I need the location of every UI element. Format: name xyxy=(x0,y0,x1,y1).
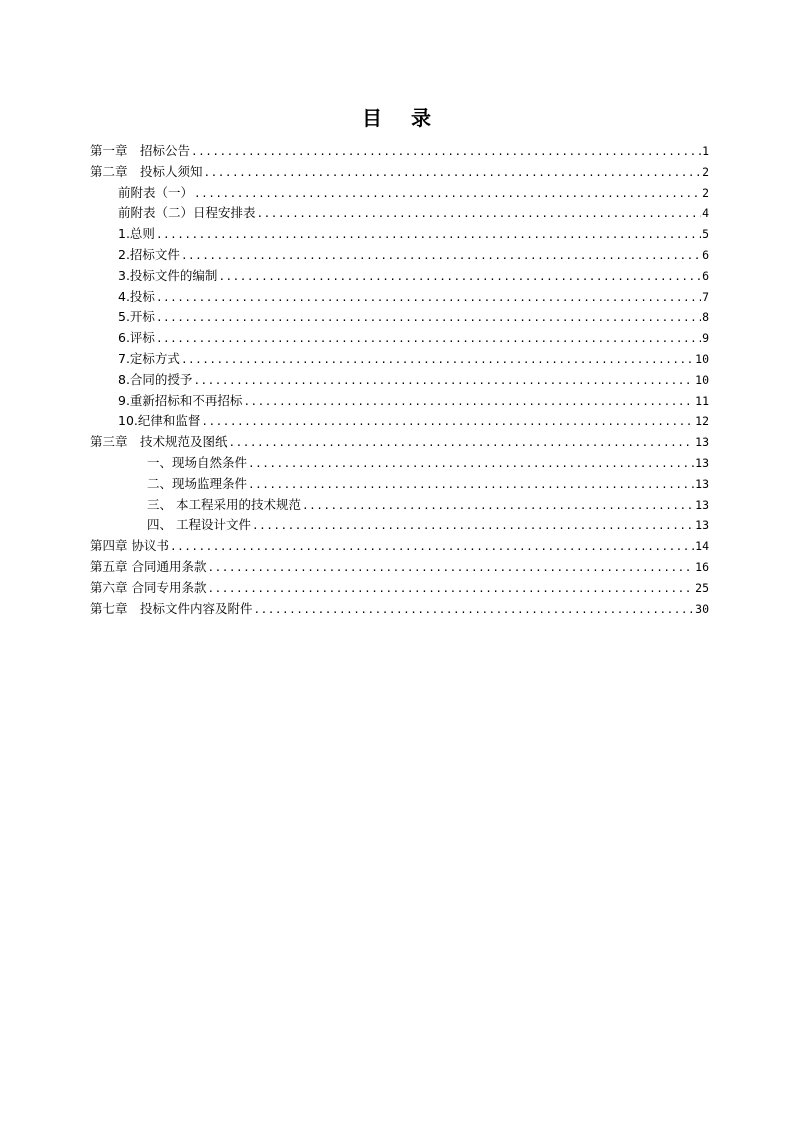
toc-entry-page: 10 xyxy=(695,372,709,387)
toc-entry-label: 5.开标 xyxy=(118,309,155,325)
toc-title xyxy=(0,104,794,132)
toc-leader-dots xyxy=(181,350,694,370)
toc-entry-page: 2 xyxy=(702,164,709,179)
toc-entry[interactable] xyxy=(90,287,709,308)
toc-entry-page: 9 xyxy=(702,331,709,346)
toc-title-char-2: 录 xyxy=(411,106,432,130)
toc-entry-label: 8.合同的授予 xyxy=(118,371,193,387)
table-of-contents xyxy=(90,141,709,619)
toc-entry-page: 7 xyxy=(702,289,709,304)
toc-entry[interactable] xyxy=(90,370,709,391)
toc-leader-dots xyxy=(243,392,694,412)
toc-leader-dots xyxy=(207,558,694,578)
toc-entry[interactable] xyxy=(90,453,709,474)
toc-entry[interactable] xyxy=(90,141,709,162)
toc-entry[interactable] xyxy=(90,557,709,578)
toc-entry[interactable] xyxy=(90,203,709,224)
toc-leader-dots xyxy=(201,412,694,432)
toc-leader-dots xyxy=(191,142,701,162)
toc-entry[interactable] xyxy=(90,391,709,412)
toc-entry-page: 1 xyxy=(702,144,709,158)
toc-leader-dots xyxy=(254,600,695,620)
toc-entry-page: 13 xyxy=(695,497,709,512)
toc-leader-dots xyxy=(229,433,695,453)
toc-entry[interactable] xyxy=(90,411,709,432)
toc-entry-page: 11 xyxy=(695,393,709,408)
toc-entry-label: 9.重新招标和不再招标 xyxy=(118,392,243,408)
toc-entry-page: 4 xyxy=(702,206,709,221)
toc-entry-label: 三、 本工程采用的技术规范 xyxy=(147,496,301,512)
toc-leader-dots xyxy=(156,225,701,245)
toc-entry-page: 13 xyxy=(695,455,709,470)
toc-leader-dots xyxy=(248,454,694,474)
toc-entry-label: 第四章 协议书 xyxy=(90,538,169,554)
toc-entry-label: 前附表（一） xyxy=(118,184,194,200)
toc-entry-page: 10 xyxy=(695,351,709,366)
toc-entry-label: 一、现场自然条件 xyxy=(147,454,248,470)
toc-entry[interactable] xyxy=(90,328,709,349)
toc-entry[interactable] xyxy=(90,578,709,599)
toc-entry[interactable] xyxy=(90,245,709,266)
toc-leader-dots xyxy=(156,308,701,328)
toc-entry-page: 8 xyxy=(702,310,709,325)
toc-leader-dots xyxy=(194,184,701,204)
toc-entry-page: 25 xyxy=(695,580,709,595)
toc-leader-dots xyxy=(248,475,694,495)
toc-entry-label: 2.招标文件 xyxy=(118,246,180,262)
toc-leader-dots xyxy=(170,537,694,557)
toc-entry-label: 4.投标 xyxy=(118,288,155,304)
toc-entry-page: 5 xyxy=(702,227,709,242)
toc-entry-label: 第六章 合同专用条款 xyxy=(90,579,207,595)
toc-entry[interactable] xyxy=(90,183,709,204)
toc-entry[interactable] xyxy=(90,515,709,536)
toc-entry[interactable] xyxy=(90,599,709,620)
toc-entry[interactable] xyxy=(90,307,709,328)
toc-entry[interactable] xyxy=(90,432,709,453)
toc-entry-label: 第一章 招标公告 xyxy=(90,143,191,158)
toc-entry-page: 12 xyxy=(695,414,709,429)
toc-leader-dots xyxy=(302,496,694,516)
toc-title-char-1: 目 xyxy=(362,106,383,130)
toc-entry-label: 第五章 合同通用条款 xyxy=(90,558,207,574)
toc-entry-page: 13 xyxy=(695,435,709,450)
toc-entry-label: 3.投标文件的编制 xyxy=(118,267,218,283)
toc-entry-label: 1.总则 xyxy=(118,226,155,242)
toc-entry-label: 二、现场监理条件 xyxy=(147,475,248,491)
toc-entry-label: 第二章 投标人须知 xyxy=(90,163,203,179)
toc-leader-dots xyxy=(193,371,694,391)
toc-entry[interactable] xyxy=(90,495,709,516)
toc-leader-dots xyxy=(257,204,702,224)
toc-entry-page: 6 xyxy=(702,268,709,283)
toc-entry-label: 7.定标方式 xyxy=(118,350,180,366)
toc-entry[interactable] xyxy=(90,474,709,495)
toc-leader-dots xyxy=(156,288,701,308)
toc-entry-label: 6.评标 xyxy=(118,330,155,346)
toc-entry-label: 前附表（二）日程安排表 xyxy=(118,205,256,221)
toc-leader-dots xyxy=(204,163,702,183)
toc-entry-page: 14 xyxy=(695,539,709,554)
toc-entry[interactable] xyxy=(90,349,709,370)
toc-entry-page: 13 xyxy=(695,476,709,491)
toc-entry[interactable] xyxy=(90,162,709,183)
toc-entry-label: 10.纪律和监督 xyxy=(118,413,201,429)
toc-entry-page: 13 xyxy=(695,518,709,533)
toc-leader-dots xyxy=(207,579,694,599)
toc-entry-page: 2 xyxy=(702,185,709,200)
toc-entry[interactable] xyxy=(90,224,709,245)
toc-entry-label: 第七章 投标文件内容及附件 xyxy=(90,600,253,616)
toc-leader-dots xyxy=(252,516,694,536)
toc-entry-label: 四、 工程设计文件 xyxy=(147,517,251,533)
toc-entry[interactable] xyxy=(90,266,709,287)
toc-entry-page: 30 xyxy=(695,601,709,616)
toc-entry-page: 16 xyxy=(695,559,709,574)
toc-leader-dots xyxy=(156,329,701,349)
toc-entry-page: 6 xyxy=(702,247,709,262)
toc-leader-dots xyxy=(181,246,701,266)
toc-entry[interactable] xyxy=(90,536,709,557)
toc-leader-dots xyxy=(218,267,701,287)
toc-entry-label: 第三章 技术规范及图纸 xyxy=(90,434,228,450)
